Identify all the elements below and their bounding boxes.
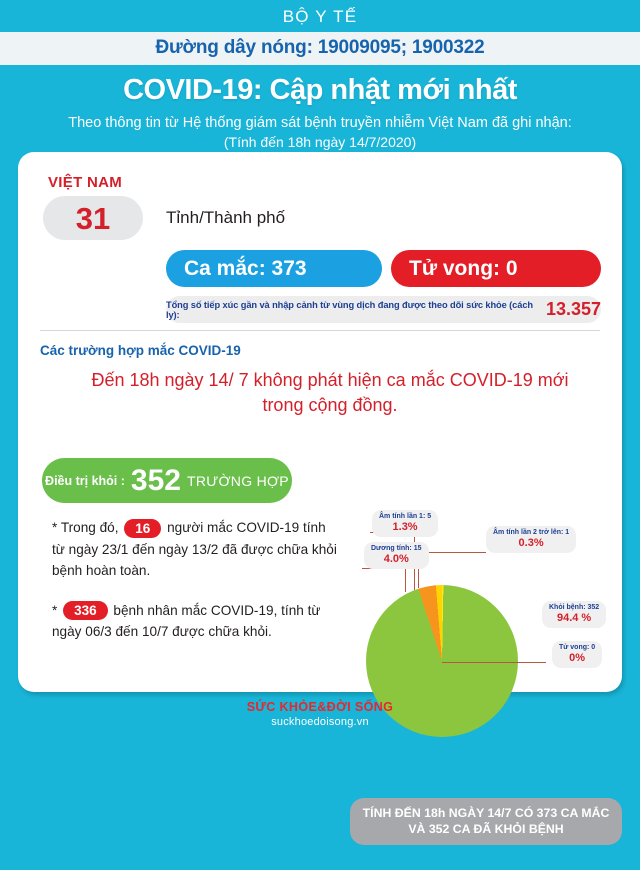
recovery-notes (52, 517, 342, 661)
total-cases-pill: Ca mắc: 373 (166, 250, 382, 287)
no-new-cases-alert: Đến 18h ngày 14/ 7 không phát hiện ca mắc COVID-19 mới trong cộng đồng. (91, 370, 569, 415)
ministry-title: BỘ Y TẾ (282, 7, 358, 26)
note2-prefix: * (52, 602, 58, 618)
pie-label-negative-second (486, 526, 576, 553)
hotline-bar (0, 32, 640, 65)
pie-label-percent: 0.3% (518, 537, 544, 549)
pie-label-recovered (542, 601, 606, 628)
vietnam-summary-section (18, 152, 622, 330)
cases-section-heading: Các trường hợp mắc COVID-19 (40, 343, 241, 358)
country-label: VIỆT NAM (48, 174, 123, 191)
note2-text: bệnh nhân mắc COVID-19, tính từ ngày 06/3 đến 10/7 được chữa khỏi. (52, 602, 321, 639)
pie-label-positive (364, 542, 429, 569)
page-header (0, 0, 640, 152)
provinces-badge (43, 196, 143, 240)
quarantine-value: 13.357 (545, 299, 601, 319)
note1-prefix: * Trong đó, (52, 520, 119, 535)
recovered-label: Điều trị khỏi : (45, 473, 125, 488)
pie-label-deaths (552, 641, 602, 668)
hotline-text: Đường dây nóng: 19009095; 1900322 (155, 37, 485, 58)
pie-label-text: Âm tính lần 1: 5 (379, 513, 432, 520)
pie-label-percent: 4.0% (383, 553, 409, 565)
page-title: COVID-19: Cập nhật mới nhất (123, 74, 517, 106)
total-deaths-pill: Tử vong: 0 (391, 250, 601, 287)
pie-label-text: Dương tính: 15 (371, 545, 422, 552)
note-item (52, 600, 342, 643)
brand-logo: SỨC KHỎE&ĐỜI SỐNG (246, 700, 394, 714)
pie-label-percent: 94.4 % (556, 612, 592, 624)
recovered-count: 352 (130, 463, 181, 497)
page-subtitle: Theo thông tin từ Hệ thống giám sát bệnh truyền nhiễm Việt Nam đã ghi nhận: (68, 115, 572, 131)
note1-count-chip: 16 (124, 519, 161, 538)
recovered-badge (42, 458, 292, 503)
pie-label-negative-first (372, 510, 438, 537)
recovered-unit: TRƯỜNG HỢP (186, 472, 289, 489)
pie-label-text: Âm tính lần 2 trở lên: 1 (493, 529, 570, 536)
note-item (52, 517, 342, 582)
chart-caption: TÍNH ĐẾN 18h NGÀY 14/7 CÓ 373 CA MẮC VÀ 352 CA ĐÃ KHỎI BỆNH (350, 798, 622, 845)
pie-label-percent: 0% (569, 652, 586, 664)
leader-line-duong-v (405, 568, 406, 592)
provinces-count: 31 (75, 200, 111, 236)
quarantine-bar (166, 296, 601, 323)
stat-pill-row (166, 250, 601, 287)
pie-label-text: Tử vong: 0 (559, 644, 596, 651)
quarantine-label: Tổng số tiếp xúc gần và nhập cảnh từ vùng dịch đang được theo dõi sức khỏe (cách ly): (166, 299, 533, 320)
note1-text: người mắc COVID-19 tính từ ngày 23/1 đến ngày 13/2 đã được chữa khỏi bệnh hoàn toàn. (52, 520, 337, 578)
note2-count-chip: 336 (63, 601, 108, 620)
leader-line-khoi (442, 662, 546, 663)
provinces-unit-label: Tỉnh/Thành phố (166, 208, 286, 227)
page-subtitle-date: (Tính đến 18h ngày 14/7/2020) (223, 134, 417, 150)
pie-label-percent: 1.3% (392, 521, 418, 533)
brand-url: suckhoedoisong.vn (271, 716, 369, 728)
page-footer (0, 700, 640, 730)
pie-chart (336, 510, 622, 870)
section-divider (40, 330, 600, 331)
pie-label-text: Khỏi bệnh: 352 (549, 604, 600, 611)
